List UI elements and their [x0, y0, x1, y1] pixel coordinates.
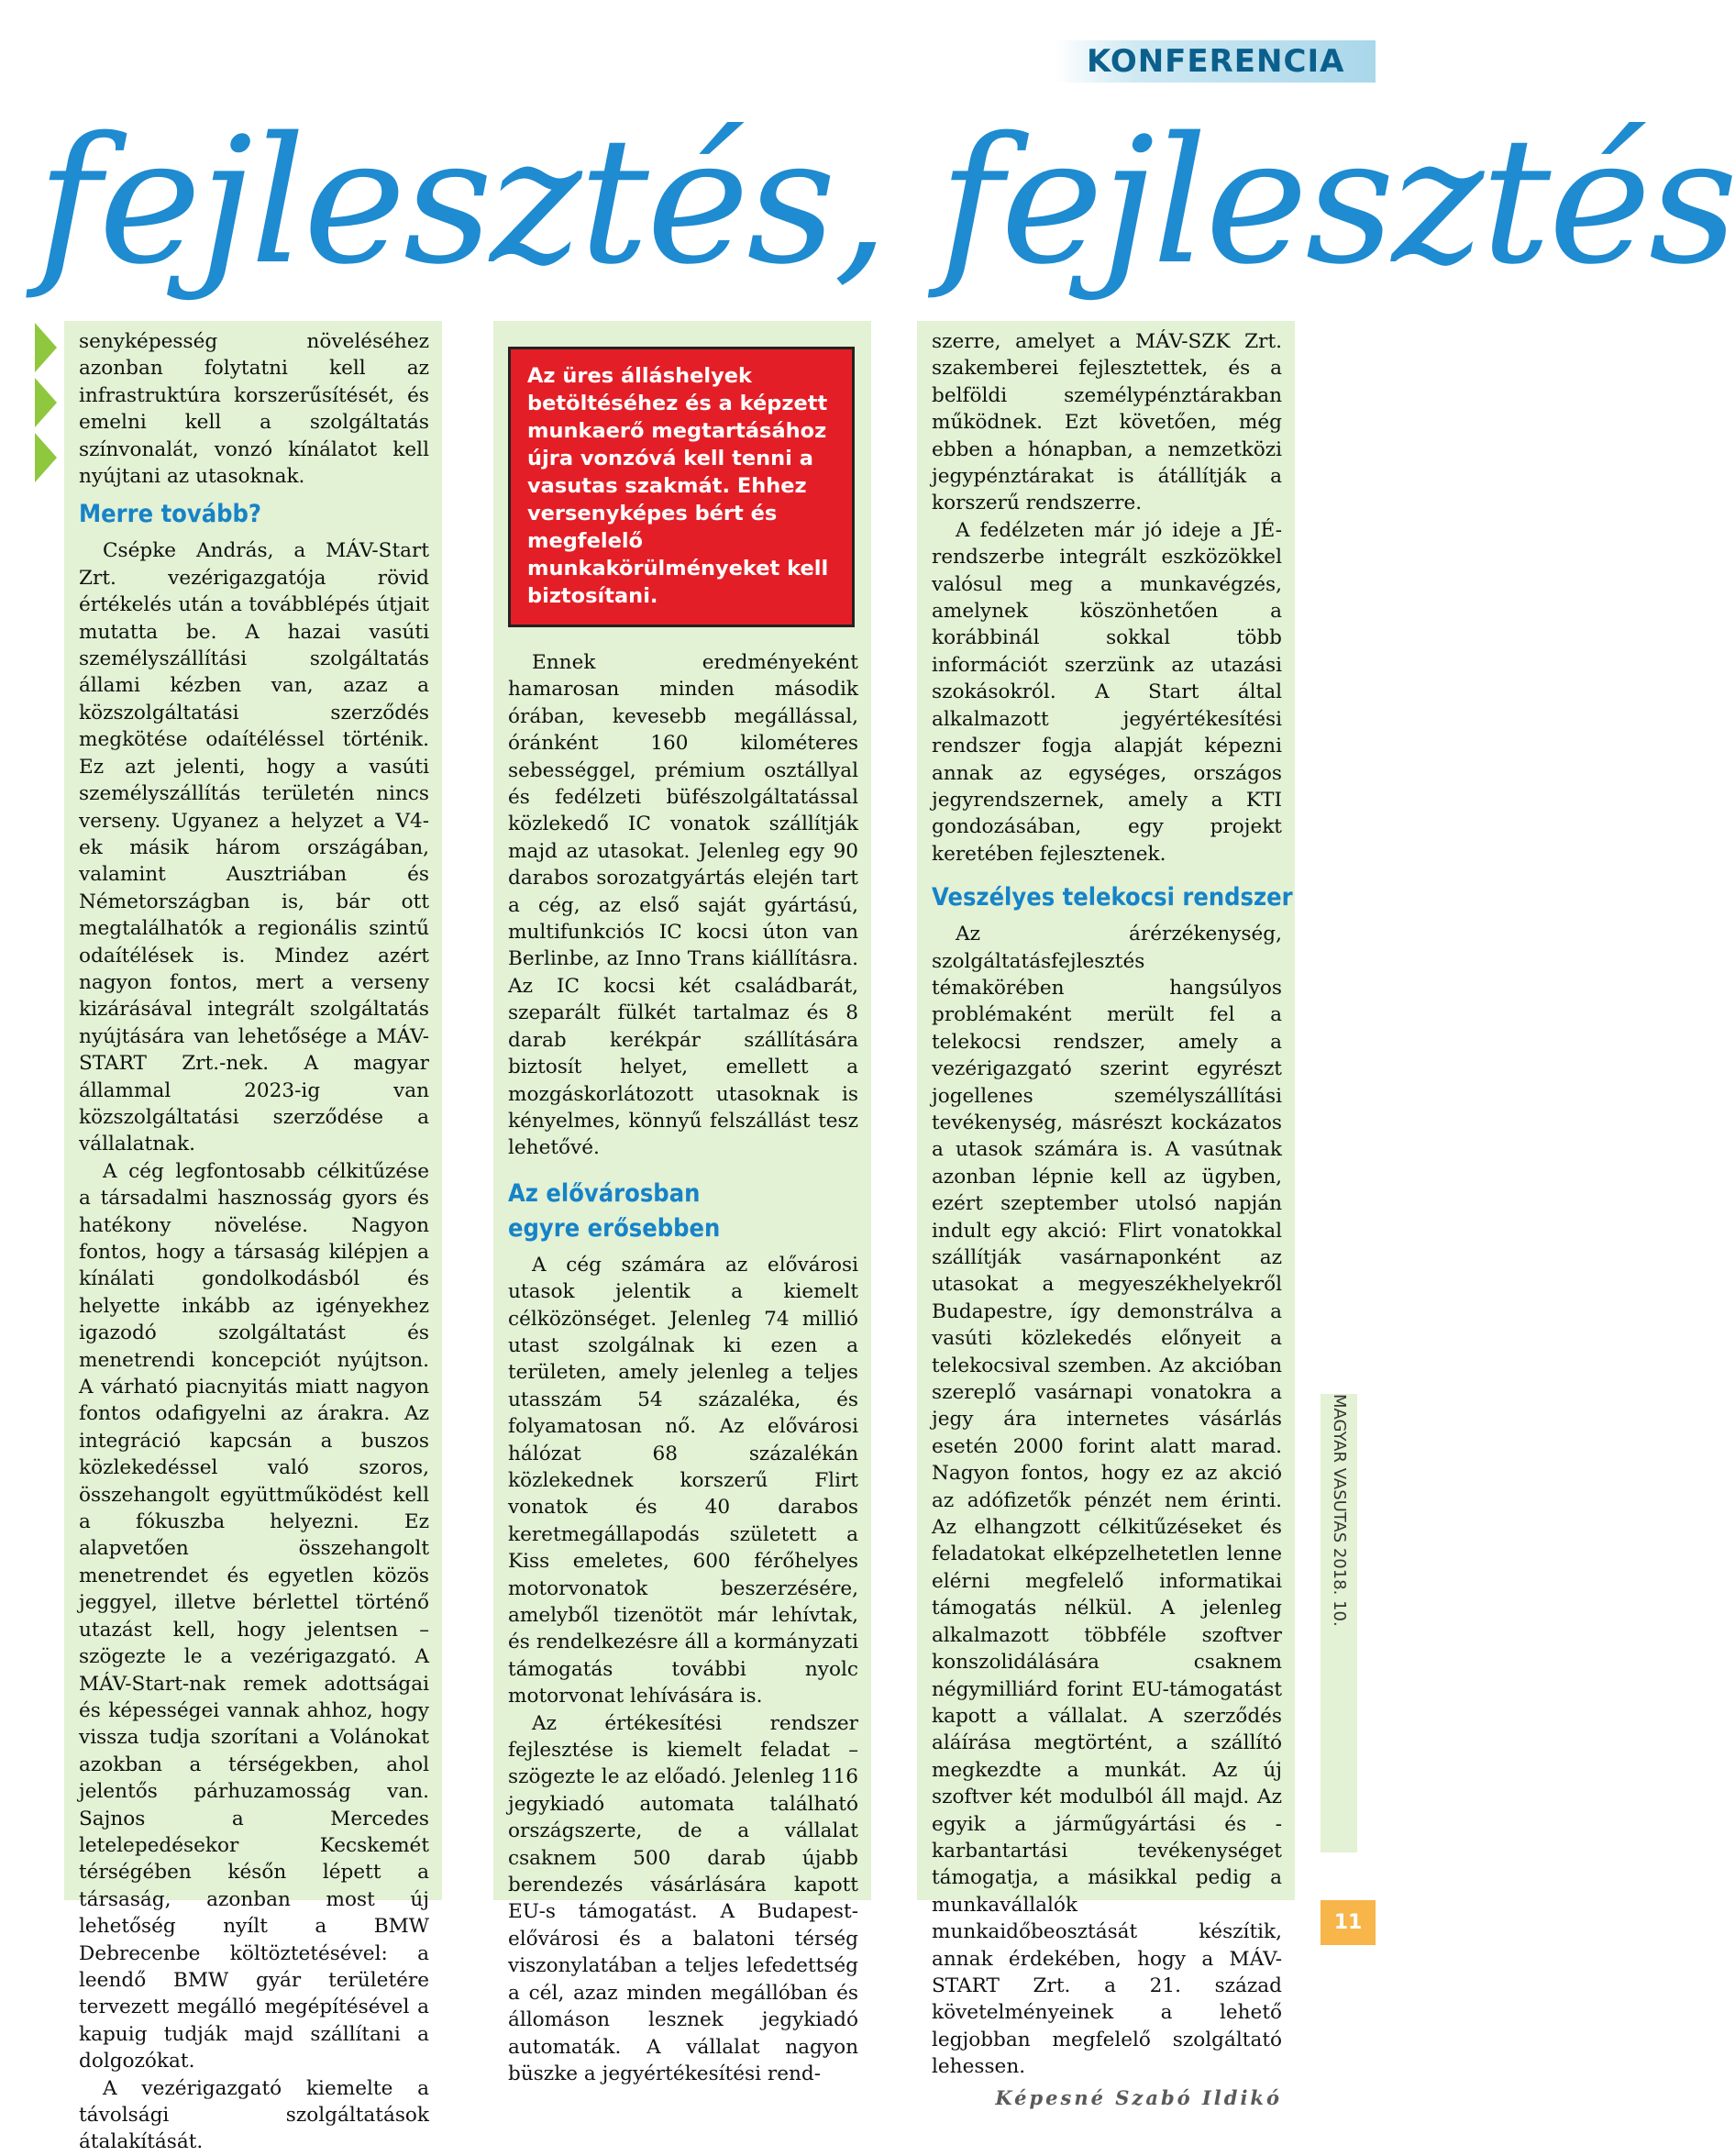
- author-byline: Képesné Szabó Ildikó: [995, 2085, 1282, 2109]
- paragraph: Ennek eredményeként hamarosan minden második órában, kevesebb megállással, óránként 160 kilométeres sebességgel, prémium osztállyal és fedélzeti büfészolgáltatással közlekedő IC vonatok szállítják majd az utasokat. Jelenleg egy 90 darabos sorozatgyártás elején tart a cég, az első saját gyártású, multifunkciós IC kocsi úton van Berlinbe, az Inno Trans kiállításra. Az IC kocsi két családbarát, szeparált fülkét tartalmaz és 8 darab kerékpár szállítására biztosít helyet, emellett a mozgáskorlátozott utasoknak is kényelmes, könnyű felszállást tesz lehetővé.: [508, 651, 858, 1160]
- article-column-3: [917, 321, 1295, 2109]
- magazine-issue-label: [1321, 1394, 1357, 1852]
- page-number: 11: [1321, 1900, 1376, 1945]
- magazine-issue-text: MAGYAR VASUTAS 2018. 10.: [1330, 1394, 1349, 1627]
- pull-quote-box: Az üres álláshelyek betöltéséhez és a képzett munkaerő megtartásához újra vonzóvá kell tenni a vasutas szakmát. Ehhez versenyképes bért és megfelelő munkakörülményeket kell biztosítani.: [508, 347, 855, 627]
- paragraph: Csépke András, a MÁV-Start Zrt. vezérigazgatója rövid értékelés után a továbblépés útjait mutatta be. A hazai vasúti személyszállítási szolgáltatás állami kézben van, azaz a közszolgáltatási szerződés megkötése odaítéléssel történik. Ez azt jelenti, hogy a vasúti személyszállítás területén nincs verseny. Ugyanez a helyzet a V4-ek másik három országában, valamint Ausztriában és Németországban is, bár ott megtalálhatók a regionális szintű odaítélések is. Mindez azért nagyon fontos, mert a verseny kizárásával integrált szolgáltatás nyújtására van lehetősége a MÁV-START Zrt.-nek. A magyar állammal 2023-ig van közszolgáltatási szerződése a vállalatnak.: [79, 539, 429, 1156]
- subheading-elovarosban-line1: Az elővárosban: [508, 1178, 701, 1208]
- article-column-2: [493, 321, 871, 2085]
- paragraph: szerre, amelyet a MÁV-SZK Zrt. szakemberei fejlesztettek, és a belföldi személypénztárakban működnek. Ezt követően, még ebben a hónapban, a nemzetközi jegypénztárakat is átállítják a korszerű rendszerre.: [932, 330, 1282, 515]
- paragraph: A fedélzeten már jó ideje a JÉ-rendszerbe integrált eszközökkel valósul meg a munkavégzés, amelynek köszönhetően a korábbinál sokkal több információt szerzünk az utazási szokásokról. A Start által alkalmazott jegyértékesítési rendszer fogja alapját képezni annak az egységes, országos jegyrendszernek, amely a KTI gondozásában, egy projekt keretében fejlesztenek.: [932, 518, 1282, 866]
- headline: fejlesztés, fejlesztés: [37, 100, 1735, 303]
- arrow-markers: [35, 323, 59, 488]
- paragraph: Az árérzékenység, szolgáltatásfejlesztés témakörében hangsúlyos problémaként merült fel a telekocsi rendszer, amely a vezérigazgató szerint egyrészt jogellenes személyszállítási tevékenység, másrészt kockázatos a utasok számára is. A vasútnak azonban lépnie kell az ügyben, ezért szeptember utolsó napján indult egy akció: Flirt vonatokkal szállítják vasárnaponként az utasokat a megyeszékhelyekről Budapestre, így demonstrálva a vasúti közlekedés előnyeit a telekocsival szemben. Az akcióban szereplő vasárnapi vonatokra a jegy ára internetes vásárlás esetén 2000 forint alatt marad. Nagyon fontos, hogy ez az akció az adófizetők pénzét nem érinti. Az elhangzott célkitűzéseket és feladatokat elképzelhetetlen lenne elérni megfelelő informatikai támogatás nélkül. A jelenleg alkalmazott többféle szoftver konszolidálására csaknem négymilliárd forint EU-támogatást kapott a vállalat. A szerződés aláírása megtörtént, a szállító megkezdte a munkát. Az új szoftver két modulból áll majd. Az egyik a járműgyártási és -karbantartási tevékenységet támogatja, a másikkal pedig a munkavállalók munkaidőbeosztását készítik, annak érdekében, hogy a MÁV-START Zrt. a 21. század követelményeinek a lehető legjobban megfelelő szolgáltató lehessen.: [932, 923, 1282, 2079]
- subheading-elovarosban-line2: egyre erősebben: [508, 1213, 721, 1243]
- paragraph: A cég számára az elővárosi utasok jelentik a kiemelt célközönséget. Jelenleg 74 millió utast szolgálnak ki ezen a területen, amely jelenleg a teljes utasszám 54 százaléka, és folyamatosan nő. Az elővárosi hálózat 68 százalékán közlekednek korszerű Flirt vonatok és 40 darabos keretmegállapodás született a Kiss emeletes, 600 férőhelyes motorvonatok beszerzésére, amelyből tizenötöt már lehívtak, és rendelkezésre áll a kormányzati támogatás további nyolc motorvonat lehívására is.: [508, 1253, 858, 1708]
- green-arrow-icon: [35, 378, 57, 427]
- article-column-1: [64, 321, 442, 2154]
- green-arrow-icon: [35, 433, 57, 482]
- subheading-veszelyes-telekocsi: Veszélyes telekocsi rendszer: [932, 883, 1293, 912]
- paragraph: A cég legfontosabb célkitűzése a társadalmi hasznosság gyors és hatékony növelése. Nagyon fontos, hogy a társaság kilépjen a kínálati gondolkodásból és helyette inkább az igényekhez igazodó szolgáltatást és menetrendi koncepciót nyújtson. A várható piacnyitás miatt nagyon fontos odafigyelni az árakra. Az integráció kapcsán a buszos közlekedéssel való szoros, összehangolt együttműködést kell a fókuszba helyezni. Ez alapvetően összehangolt menetrendet és egyetlen közös jeggyel, illetve bérlettel történő utazást kell, hogy jelentsen – szögezte le a vezérigazgató. A MÁV-Start-nak remek adottságai és képességei vannak ahhoz, hogy vissza tudja szorítani a Volánokat azokban a térségekben, ahol jelentős párhuzamosság van. Sajnos a Mercedes letelepedésekor Kecskemét térségében későn lépett a társaság, azonban most új lehetőség nyílt a BMW Debrecenbe költöztetésével: a leendő BMW gyár területére tervezett megálló megépítésével a kapuig tudják majd szállítani a dolgozókat.: [79, 1159, 429, 2073]
- subheading-merre-tovabb: Merre tovább?: [79, 500, 262, 529]
- green-arrow-icon: [35, 323, 57, 372]
- paragraph: senyképesség növeléséhez azonban folytatni kell az infrastruktúra korszerűsítését, és emelni kell a szolgáltatás színvonalát, vonzó kínálatot kell nyújtani az utasoknak.: [79, 330, 429, 489]
- paragraph: A vezérigazgató kiemelte a távolsági szolgáltatások átalakítását.: [79, 2076, 429, 2154]
- section-label: KONFERENCIA: [1087, 43, 1345, 80]
- paragraph: Az értékesítési rendszer fejlesztése is kiemelt feladat – szögezte le az előadó. Jelenleg 116 jegykiadó automata található országszerte, de a vállalat csaknem 500 darab újabb berendezés vásárlására kapott EU-s támogatást. A Budapest-elővárosi és a balatoni térség viszonylatában a teljes lefedettség a cél, azaz minden megállóban és állomáson lesznek jegykiadó automaták. A vállalat nagyon büszke a jegyértékesítési rend-: [508, 1711, 858, 2085]
